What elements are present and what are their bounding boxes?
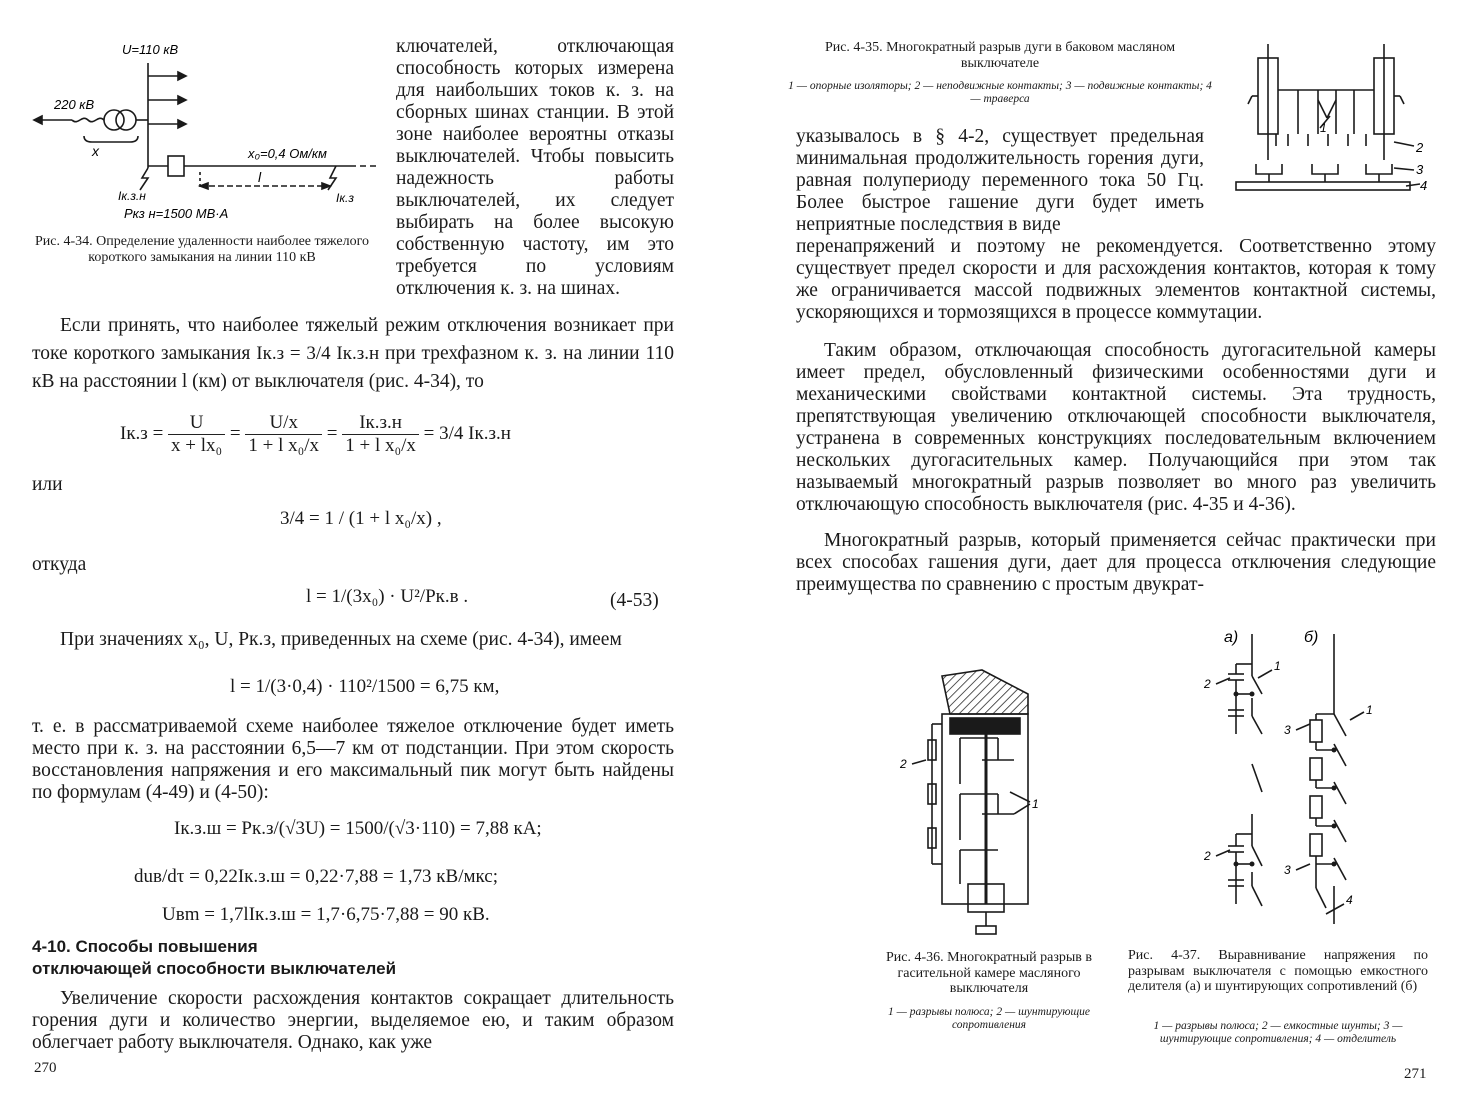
eq1-f2-num: U/x	[245, 412, 322, 435]
fig434-caption: Рис. 4-34. Определение удаленности наиболее тяжелого короткого замыкания на линии 110 кВ	[35, 234, 369, 265]
figure-4-36-diagram	[898, 664, 1048, 944]
paragraph-2: При значениях x₀, U, Pк.з, приведенных на схеме (рис. 4-34), имеем	[60, 629, 622, 650]
fig436-label-2: 2	[900, 757, 907, 771]
fig436-caption-legend: 1 — разрывы полюса; 2 — шунтирующие сопротивления	[888, 1006, 1090, 1031]
figure-4-34-diagram	[30, 38, 380, 228]
svg-text:1: 1	[1320, 121, 1327, 135]
paragraph-1-formula: Iк.з = 3/4 Iк.з.н	[256, 343, 380, 364]
fig437-caption-legend: 1 — разрывы полюса; 2 — емкостные шунты; 3 — шунтирующие сопротивления; 4 — отделитель	[1153, 1020, 1403, 1045]
figure-4-37-diagram	[1186, 624, 1426, 944]
fig434-label-pkzn: Pкз н=1500 МВ·А	[124, 206, 229, 221]
eq1-lhs: Iк.з =	[120, 422, 164, 444]
section-heading	[32, 936, 632, 980]
fig435-caption-legend: 1 — опорные изоляторы; 2 — неподвижные контакты; 3 — подвижные контакты; 4 — траверса	[788, 80, 1212, 105]
page-number-left: 270	[34, 1060, 57, 1076]
equation-4: l = 1/(3·0,4) · 110²/1500 = 6,75 км,	[230, 676, 500, 697]
eq1-f3-num: Iк.з.н	[342, 412, 419, 435]
fig437-label-b: б)	[1304, 629, 1319, 646]
equation-3-number: (4-53)	[610, 590, 659, 611]
fig436-caption-title: Рис. 4-36. Многократный разрыв в гасительной камере масляного выключателя	[885, 950, 1093, 996]
fig435-caption-title: Рис. 4-35. Многократный разрыв дуги в баковом масляном выключателе	[824, 40, 1176, 71]
paragraph-1-b: при трехфазном к. з. на линии 110 кВ на расстоянии l (км) от выключателя (рис. 4-34), то	[32, 343, 675, 392]
equation-6: duв/dτ = 0,22Iк.з.ш = 0,22·7,88 = 1,73 кВ/мкс;	[134, 866, 498, 887]
fig437-label-a: а)	[1224, 629, 1239, 646]
fig437-label-1a: 1	[1274, 659, 1281, 673]
word-ili: или	[32, 474, 63, 495]
fig434-label-ikz: Iк.з	[336, 191, 354, 205]
equation-3: l = 1/(3x₀) · U²/Pк.в .	[306, 586, 469, 607]
column-text: ключателей, отключающая способность которых измерена для наибольших токов к. з. на сборных шинах станции. В этой зоне наиболее вероятны отказы выключателей. Чтобы повысить надежность работы выключателей, их следует выбирать на более высокую собственную частоту, им это требуется по условиям отключения к. з. на шинах.	[396, 36, 674, 299]
fig434-label-u: U=110 кВ	[122, 42, 179, 57]
fig437-label-2a: 2	[1204, 677, 1211, 691]
fig437-label-4: 4	[1346, 893, 1353, 907]
fig437-label-1b: 1	[1366, 703, 1373, 717]
fig437-caption-title: Рис. 4-37. Выравнивание напряжения по разрывам выключателя с помощью емкостного делителя (а) и шунтирующих сопротивлений (б)	[1128, 948, 1428, 994]
equation-5: Iк.з.ш = Pк.з/(√3U) = 1500/(√3·110) = 7,88 кА;	[174, 818, 542, 839]
eq1-f3-den: 1 + l x₀/x	[345, 435, 416, 456]
fig434-label-220kv: 220 кВ	[54, 97, 95, 112]
word-otkuda: откуда	[32, 554, 87, 575]
fig434-label-x0: x₀=0,4 Ом/км	[248, 146, 327, 161]
paragraph-r2: Таким образом, отключающая способность дугогасительной камеры имеет предел, обусловленный физическими особенностями дуги и механическими свойствами контактной системы. Эта трудность, препятствующая увеличению отключающей способности выключателя, устранена в современных конструкциях последовательным включением нескольких дугогасительных камер. Получающийся при этом так называемый многократный разрыв позволяет во много раз увеличить отключающую способность выключателя (рис. 4-35 и 4-36).	[796, 340, 1436, 515]
paragraph-r1-column	[796, 126, 1204, 236]
fig435-label-4: 4	[1420, 178, 1428, 193]
paragraph-r1-text: указывалось в § 4-2, существует предельная минимальная продолжительность горения дуги, равная полупериоду переменного тока 50 Гц. Более быстрое гашение дуги будет иметь неприятные последствия в виде	[796, 126, 1204, 235]
fig437-label-3b-lower: 3	[1284, 863, 1291, 877]
figure-4-35-diagram	[1216, 40, 1436, 210]
equation-7: Uвm = 1,7lIк.з.ш = 1,7·6,75·7,88 = 90 кВ.	[162, 904, 490, 925]
eq1-f1-den: x + lx₀	[171, 435, 223, 456]
eq1-rhs: = 3/4 Iк.з.н	[423, 422, 511, 444]
fig437-label-3b: 3	[1284, 723, 1291, 737]
paragraph-r3: Многократный разрыв, который применяется сейчас практически при всех способах гашения дуги, дает для процесса отключения следующие преимущества по сравнению с простым двукрат-	[796, 530, 1436, 595]
equation-1: Iк.з = $\frac{U}{\text{x + lx₀}}$ = $\frac{U/x}{\text{1 + l x₀/x}}$ = $\frac{Iк.з.н}{\text{1 + l x₀/x}}$ = 3/4 Iк.з.н	[120, 412, 511, 456]
fig436-label-1: 1	[1032, 797, 1039, 811]
paragraph-4: Увеличение скорости расхождения контактов сокращает длительность горения дуги и количество энергии, выделяемое ею, и таким образом облегчает работу выключателя. Однако, как уже	[32, 988, 674, 1053]
fig434-label-l: l	[258, 169, 262, 185]
paragraph-1	[32, 312, 674, 396]
fig435-label-3: 3	[1416, 162, 1424, 177]
fig434-label-ikzn: Iк.з.н	[118, 189, 146, 203]
equation-2: 3/4 = 1 / (1 + l x₀/x) ,	[280, 508, 442, 529]
paragraph-r1-wide: перенапряжений и поэтому не рекомендуется. Соответственно этому существует предел скорости и для расхождения контактов, которая к тому же ограничивается массой подвижных элементов контактной системы, ускоряющихся и тормозящихся в процессе коммутации.	[796, 236, 1436, 323]
fig434-label-x: x	[92, 143, 99, 159]
paragraph-1-a: Если принять, что наиболее тяжелый режим отключения возникает при токе короткого замыкания	[32, 315, 674, 364]
page-number-right: 271	[1404, 1066, 1427, 1082]
eq1-f2-den: 1 + l x₀/x	[248, 435, 320, 456]
paragraph-3: т. е. в рассматриваемой схеме наиболее тяжелое отключение будет иметь место при к. з. на расстоянии 6,5—7 км от подстанции. При этом скорость восстановления напряжения и его максимальный пик могут быть найдены по формулам (4-49) и (4-50):	[32, 716, 674, 803]
section-heading-line-1: 4-10. Способы повышения	[32, 937, 258, 956]
fig437-label-2a-lower: 2	[1204, 849, 1211, 863]
fig435-label-2: 2	[1416, 140, 1424, 155]
section-heading-line-2: отключающей способности выключателей	[32, 959, 397, 978]
right-page	[732, 0, 1464, 1108]
eq1-f1-num: U	[168, 412, 225, 435]
